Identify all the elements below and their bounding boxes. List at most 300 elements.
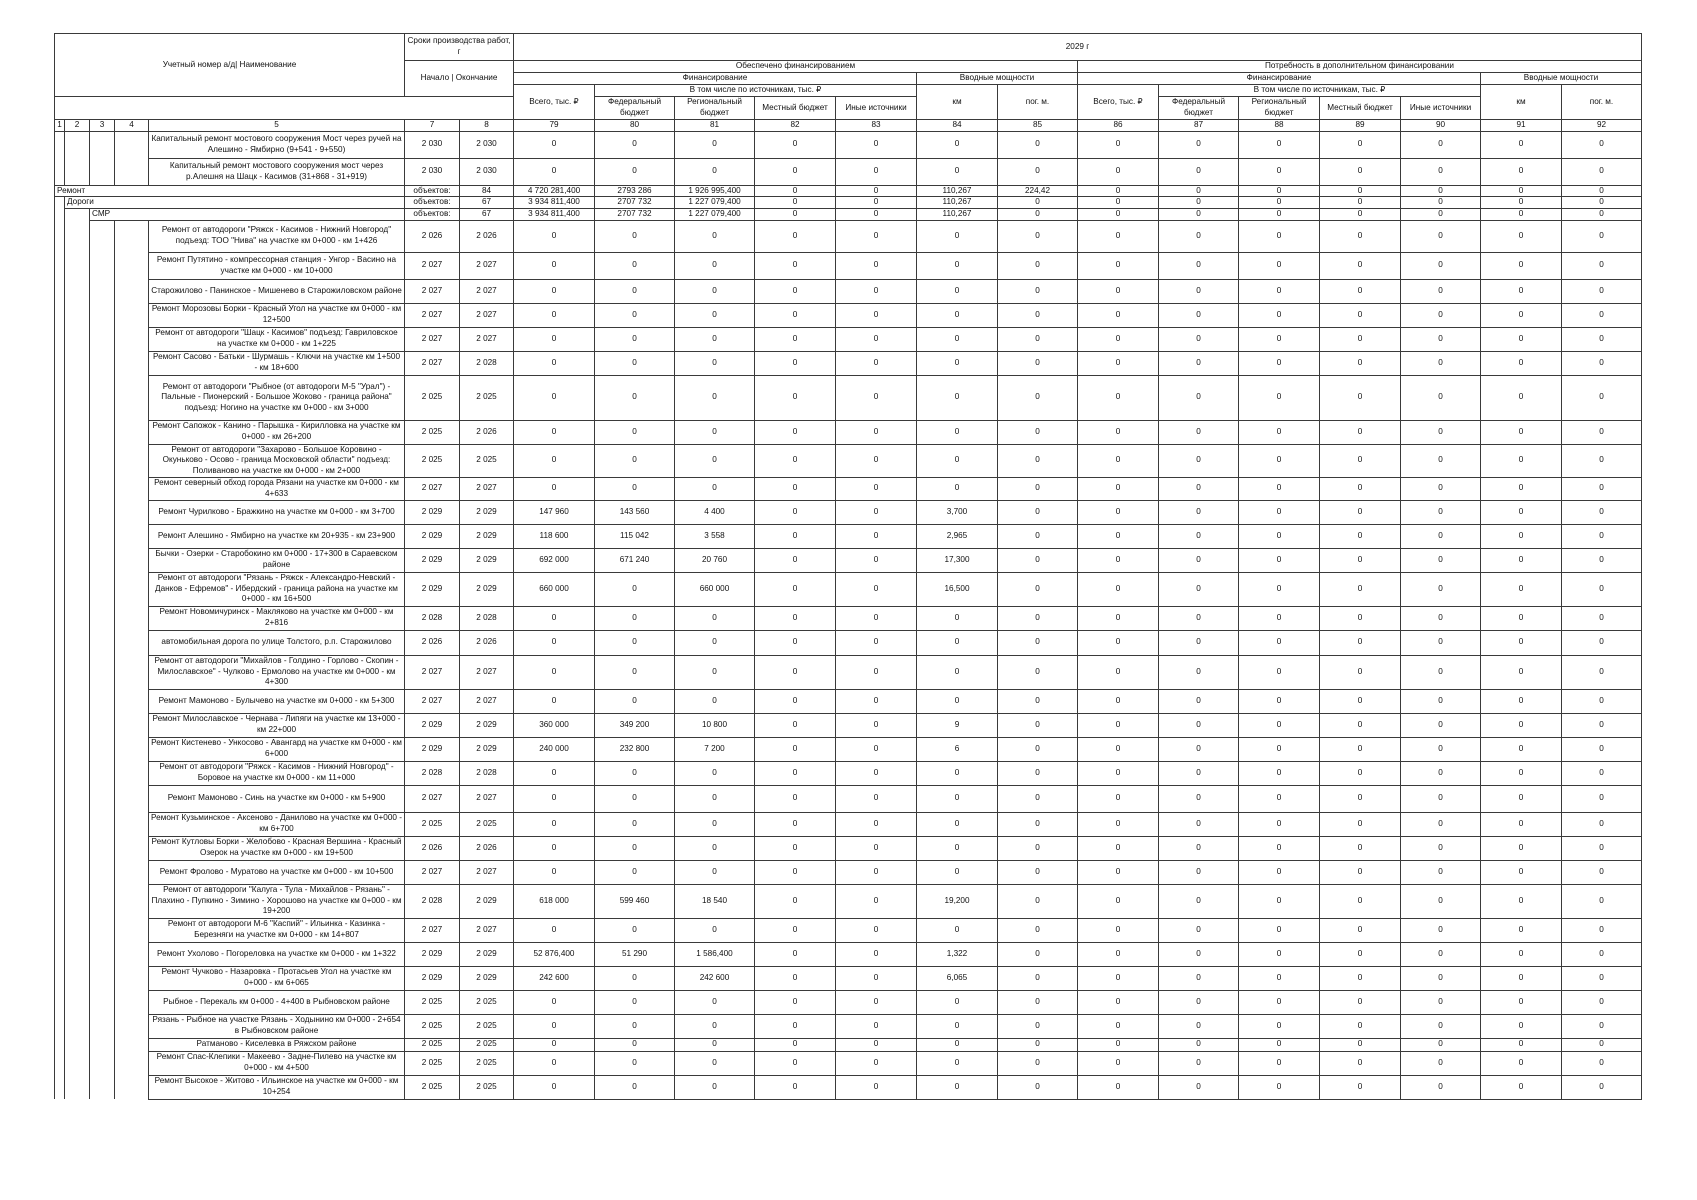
value-cell: 0 bbox=[755, 1038, 836, 1051]
value-cell: 0 bbox=[595, 351, 675, 375]
start-year: 2 029 bbox=[405, 713, 460, 737]
value-cell: 0 bbox=[514, 375, 595, 420]
value-cell: 0 bbox=[1159, 655, 1239, 689]
value-cell: 0 bbox=[1320, 1075, 1401, 1099]
value-cell: 0 bbox=[1159, 1038, 1239, 1051]
value-cell: 0 bbox=[1320, 785, 1401, 812]
value-cell: 0 bbox=[917, 375, 998, 420]
value-cell: 0 bbox=[836, 477, 917, 500]
table-row bbox=[55, 1051, 1642, 1075]
value-cell: 7 200 bbox=[675, 737, 755, 761]
value-cell: 0 bbox=[1159, 942, 1239, 966]
value-cell: 0 bbox=[1078, 500, 1159, 524]
value-cell: 0 bbox=[1562, 420, 1642, 444]
start-year: 2 025 bbox=[405, 812, 460, 836]
indent-cell bbox=[90, 918, 115, 942]
value-cell: 0 bbox=[595, 131, 675, 158]
indent-cell bbox=[65, 548, 90, 572]
table-row bbox=[55, 812, 1642, 836]
indent-cell bbox=[115, 279, 149, 303]
value-cell: 0 bbox=[1562, 252, 1642, 279]
value-cell: 0 bbox=[675, 220, 755, 252]
indent-cell bbox=[65, 884, 90, 918]
value-cell: 0 bbox=[755, 572, 836, 606]
indent-cell bbox=[55, 572, 65, 606]
value-cell: 0 bbox=[1078, 884, 1159, 918]
value-cell: 0 bbox=[595, 606, 675, 630]
value-cell: 0 bbox=[998, 1014, 1078, 1038]
value-cell: 0 bbox=[755, 966, 836, 990]
value-cell: 0 bbox=[836, 420, 917, 444]
value-cell: 0 bbox=[1078, 420, 1159, 444]
indent-cell bbox=[115, 761, 149, 785]
value-cell: 0 bbox=[1320, 884, 1401, 918]
end-year: 2 026 bbox=[460, 836, 514, 860]
indent-cell bbox=[115, 1038, 149, 1051]
object-name: Ремонт от автодороги "Рыбное (от автодороги М-5 "Урал") - Пальные - Пионерский - Большое Жоково - граница района" подъезд: Ногино на участке км 0+000 - км 3+000 bbox=[149, 375, 405, 420]
object-name: Ремонт Милославское - Чернава - Липяги на участке км 13+000 - км 22+000 bbox=[149, 713, 405, 737]
end-year: 2 026 bbox=[460, 630, 514, 655]
table-row bbox=[55, 655, 1642, 689]
value-cell: 0 bbox=[1481, 327, 1562, 351]
indent-cell bbox=[65, 1038, 90, 1051]
value-cell: 0 bbox=[1562, 1038, 1642, 1051]
value-cell: 0 bbox=[998, 1038, 1078, 1051]
value-cell: 0 bbox=[1481, 942, 1562, 966]
value-cell: 0 bbox=[917, 785, 998, 812]
end-year: 2 027 bbox=[460, 918, 514, 942]
value-cell: 0 bbox=[998, 737, 1078, 761]
indent-cell bbox=[55, 689, 65, 713]
value-cell: 0 bbox=[1159, 785, 1239, 812]
value-cell: 0 bbox=[1078, 303, 1159, 327]
end-year: 2 025 bbox=[460, 444, 514, 477]
indent-cell bbox=[90, 1075, 115, 1099]
value-cell: 0 bbox=[1239, 477, 1320, 500]
table-row bbox=[55, 375, 1642, 420]
value-cell: 0 bbox=[1078, 942, 1159, 966]
value-cell: 0 bbox=[998, 918, 1078, 942]
value-cell: 0 bbox=[998, 1075, 1078, 1099]
value-cell: 0 bbox=[1562, 500, 1642, 524]
value-cell: 0 bbox=[514, 131, 595, 158]
value-cell: 0 bbox=[836, 444, 917, 477]
value-cell: 0 bbox=[1320, 737, 1401, 761]
indent-cell bbox=[65, 131, 90, 158]
value-cell: 0 bbox=[1481, 500, 1562, 524]
table-row bbox=[55, 1075, 1642, 1099]
start-year: 2 028 bbox=[405, 884, 460, 918]
value-cell: 0 bbox=[1239, 327, 1320, 351]
value-cell: 0 bbox=[1401, 966, 1481, 990]
value-cell: 0 bbox=[1320, 158, 1401, 185]
value-cell: 1 227 079,400 bbox=[675, 208, 755, 220]
value-cell: 0 bbox=[1159, 737, 1239, 761]
value-cell: 0 bbox=[1401, 1038, 1481, 1051]
value-cell: 0 bbox=[1562, 812, 1642, 836]
value-cell: 0 bbox=[1078, 689, 1159, 713]
column-number: 87 bbox=[1159, 120, 1239, 132]
value-cell: 0 bbox=[917, 1038, 998, 1051]
object-name: Капитальный ремонт мостового сооружения Мост через ручей на Алешино - Ямбирно (9+541 - 9+550) bbox=[149, 131, 405, 158]
value-cell: 0 bbox=[1562, 918, 1642, 942]
value-cell: 0 bbox=[1320, 444, 1401, 477]
value-cell: 0 bbox=[514, 860, 595, 884]
end-year: 2 025 bbox=[460, 1075, 514, 1099]
start-year: 2 027 bbox=[405, 860, 460, 884]
value-cell: 0 bbox=[836, 630, 917, 655]
value-cell: 0 bbox=[1401, 208, 1481, 220]
value-cell: 0 bbox=[1481, 630, 1562, 655]
value-cell: 110,267 bbox=[917, 197, 998, 209]
value-cell: 0 bbox=[1320, 1014, 1401, 1038]
value-cell: 0 bbox=[1159, 444, 1239, 477]
value-cell: 0 bbox=[1320, 630, 1401, 655]
capacities-header-2: Вводные мощности bbox=[1481, 73, 1642, 85]
value-cell: 0 bbox=[1481, 220, 1562, 252]
indent-cell bbox=[65, 836, 90, 860]
value-cell: 0 bbox=[1239, 572, 1320, 606]
value-cell: 0 bbox=[514, 918, 595, 942]
value-cell: 0 bbox=[1078, 1014, 1159, 1038]
value-cell: 0 bbox=[514, 351, 595, 375]
indent-cell bbox=[115, 375, 149, 420]
table-row bbox=[55, 572, 1642, 606]
indent-cell bbox=[55, 966, 65, 990]
table-row bbox=[55, 606, 1642, 630]
value-cell: 660 000 bbox=[675, 572, 755, 606]
value-cell: 0 bbox=[1320, 351, 1401, 375]
value-cell: 0 bbox=[1159, 689, 1239, 713]
value-cell: 0 bbox=[1239, 351, 1320, 375]
indent-cell bbox=[55, 655, 65, 689]
value-cell: 0 bbox=[836, 1075, 917, 1099]
value-cell: 0 bbox=[1401, 500, 1481, 524]
value-cell: 0 bbox=[755, 1075, 836, 1099]
other-header: Иные источники bbox=[836, 97, 917, 120]
value-cell: 0 bbox=[836, 836, 917, 860]
value-cell: 0 bbox=[595, 1051, 675, 1075]
end-year: 2 025 bbox=[460, 1051, 514, 1075]
indent-cell bbox=[65, 689, 90, 713]
value-cell: 1 227 079,400 bbox=[675, 197, 755, 209]
object-name: Ратманово - Киселевка в Ряжском районе bbox=[149, 1038, 405, 1051]
table-row bbox=[55, 1014, 1642, 1038]
value-cell: 0 bbox=[1078, 1075, 1159, 1099]
column-number: 88 bbox=[1239, 120, 1320, 132]
value-cell: 0 bbox=[514, 1075, 595, 1099]
column-number: 5 bbox=[149, 120, 405, 132]
value-cell: 0 bbox=[836, 1051, 917, 1075]
value-cell: 2707 732 bbox=[595, 197, 675, 209]
indent-cell bbox=[55, 303, 65, 327]
value-cell: 0 bbox=[836, 375, 917, 420]
indent-cell bbox=[65, 966, 90, 990]
object-name: Ремонт Ухолово - Погореловка на участке км 0+000 - км 1+322 bbox=[149, 942, 405, 966]
value-cell: 0 bbox=[514, 990, 595, 1014]
value-cell: 0 bbox=[1320, 131, 1401, 158]
indent-cell bbox=[115, 1051, 149, 1075]
value-cell: 0 bbox=[998, 606, 1078, 630]
object-name: Ремонт от автодороги "Рязань - Ряжск - Александро-Невский - Данков - Ефремов" - Ибердский - граница района на участке км 0+000 - км 16+500 bbox=[149, 572, 405, 606]
indent-cell bbox=[90, 420, 115, 444]
value-cell: 3,700 bbox=[917, 500, 998, 524]
end-year: 2 028 bbox=[460, 606, 514, 630]
indent-cell bbox=[55, 884, 65, 918]
indent-cell bbox=[55, 351, 65, 375]
value-cell: 0 bbox=[998, 785, 1078, 812]
value-cell: 0 bbox=[1159, 158, 1239, 185]
value-cell: 0 bbox=[1481, 197, 1562, 209]
start-year: 2 030 bbox=[405, 131, 460, 158]
value-cell: 0 bbox=[755, 1051, 836, 1075]
value-cell: 0 bbox=[836, 1038, 917, 1051]
pogm-header: пог. м. bbox=[998, 85, 1078, 120]
federal-header: Федеральный бюджет bbox=[595, 97, 675, 120]
value-cell: 0 bbox=[1078, 158, 1159, 185]
indent-cell bbox=[90, 713, 115, 737]
value-cell: 0 bbox=[1159, 1014, 1239, 1038]
value-cell: 0 bbox=[1078, 572, 1159, 606]
value-cell: 0 bbox=[675, 1051, 755, 1075]
value-cell: 0 bbox=[1320, 761, 1401, 785]
end-year: 2 027 bbox=[460, 689, 514, 713]
value-cell: 0 bbox=[1159, 606, 1239, 630]
value-cell: 0 bbox=[1159, 860, 1239, 884]
value-cell: 0 bbox=[836, 548, 917, 572]
value-cell: 0 bbox=[998, 208, 1078, 220]
indent-cell bbox=[55, 500, 65, 524]
value-cell: 0 bbox=[1078, 812, 1159, 836]
value-cell: 0 bbox=[836, 812, 917, 836]
value-cell: 0 bbox=[755, 761, 836, 785]
value-cell: 0 bbox=[998, 252, 1078, 279]
indent-cell bbox=[90, 1038, 115, 1051]
indent-cell bbox=[55, 1051, 65, 1075]
column-number: 86 bbox=[1078, 120, 1159, 132]
pogm-header-2: пог. м. bbox=[1562, 85, 1642, 120]
value-cell: 6 bbox=[917, 737, 998, 761]
objects-label: объектов: bbox=[405, 208, 460, 220]
indent-cell bbox=[90, 606, 115, 630]
end-year: 2 027 bbox=[460, 477, 514, 500]
end-year: 2 027 bbox=[460, 655, 514, 689]
value-cell: 0 bbox=[1481, 1014, 1562, 1038]
value-cell: 0 bbox=[1401, 630, 1481, 655]
value-cell: 0 bbox=[1239, 836, 1320, 860]
value-cell: 0 bbox=[1481, 375, 1562, 420]
start-end-header: Начало | Окончание bbox=[405, 61, 514, 97]
value-cell: 3 934 811,400 bbox=[514, 197, 595, 209]
value-cell: 0 bbox=[836, 500, 917, 524]
value-cell: 0 bbox=[755, 524, 836, 548]
indent-cell bbox=[90, 572, 115, 606]
group-label: Ремонт bbox=[55, 185, 405, 197]
value-cell: 0 bbox=[836, 713, 917, 737]
value-cell: 0 bbox=[1401, 524, 1481, 548]
value-cell: 0 bbox=[675, 477, 755, 500]
value-cell: 0 bbox=[1159, 197, 1239, 209]
value-cell: 0 bbox=[1481, 606, 1562, 630]
regional-header-2: Региональный бюджет bbox=[1239, 97, 1320, 120]
value-cell: 0 bbox=[1562, 548, 1642, 572]
value-cell: 0 bbox=[514, 220, 595, 252]
indent-cell bbox=[90, 860, 115, 884]
indent-cell bbox=[90, 1014, 115, 1038]
value-cell: 0 bbox=[1320, 655, 1401, 689]
value-cell: 0 bbox=[1481, 208, 1562, 220]
indent-cell bbox=[55, 131, 65, 158]
value-cell: 0 bbox=[514, 785, 595, 812]
value-cell: 0 bbox=[998, 220, 1078, 252]
end-year: 2 029 bbox=[460, 548, 514, 572]
value-cell: 0 bbox=[836, 131, 917, 158]
value-cell: 0 bbox=[1159, 375, 1239, 420]
value-cell: 0 bbox=[1562, 689, 1642, 713]
value-cell: 0 bbox=[595, 812, 675, 836]
value-cell: 0 bbox=[1481, 252, 1562, 279]
indent-cell bbox=[90, 500, 115, 524]
value-cell: 0 bbox=[998, 860, 1078, 884]
value-cell: 0 bbox=[755, 185, 836, 197]
indent-cell bbox=[65, 220, 90, 252]
value-cell: 0 bbox=[1239, 689, 1320, 713]
indent-cell bbox=[55, 860, 65, 884]
indent-cell bbox=[115, 836, 149, 860]
value-cell: 0 bbox=[1562, 327, 1642, 351]
value-cell: 0 bbox=[836, 197, 917, 209]
value-cell: 0 bbox=[836, 942, 917, 966]
indent-cell bbox=[115, 303, 149, 327]
column-number: 89 bbox=[1320, 120, 1401, 132]
table-row bbox=[55, 942, 1642, 966]
indent-cell bbox=[65, 303, 90, 327]
value-cell: 9 bbox=[917, 713, 998, 737]
start-year: 2 029 bbox=[405, 500, 460, 524]
indent-cell bbox=[65, 158, 90, 185]
value-cell: 0 bbox=[1320, 860, 1401, 884]
value-cell: 0 bbox=[1320, 812, 1401, 836]
indent-cell bbox=[65, 1014, 90, 1038]
value-cell: 0 bbox=[1481, 860, 1562, 884]
indent-cell bbox=[115, 351, 149, 375]
value-cell: 0 bbox=[755, 197, 836, 209]
object-name: Ремонт Фролово - Муратово на участке км 0+000 - км 10+500 bbox=[149, 860, 405, 884]
indent-cell bbox=[90, 966, 115, 990]
value-cell: 0 bbox=[595, 375, 675, 420]
value-cell: 0 bbox=[595, 303, 675, 327]
indent-cell bbox=[115, 1075, 149, 1099]
value-cell: 0 bbox=[836, 572, 917, 606]
indent-cell bbox=[115, 630, 149, 655]
value-cell: 0 bbox=[595, 918, 675, 942]
table-body bbox=[55, 131, 1642, 1099]
column-number: 3 bbox=[90, 120, 115, 132]
value-cell: 0 bbox=[1159, 884, 1239, 918]
value-cell: 0 bbox=[675, 990, 755, 1014]
financing-header: Финансирование bbox=[514, 73, 917, 85]
indent-cell bbox=[55, 220, 65, 252]
value-cell: 0 bbox=[1562, 131, 1642, 158]
indent-cell bbox=[115, 252, 149, 279]
start-year: 2 025 bbox=[405, 420, 460, 444]
value-cell: 0 bbox=[1401, 327, 1481, 351]
objects-count: 67 bbox=[460, 197, 514, 209]
table-row bbox=[55, 737, 1642, 761]
value-cell: 0 bbox=[998, 500, 1078, 524]
indent-cell bbox=[90, 303, 115, 327]
value-cell: 0 bbox=[836, 185, 917, 197]
start-year: 2 029 bbox=[405, 572, 460, 606]
value-cell: 0 bbox=[1562, 1075, 1642, 1099]
value-cell: 0 bbox=[1320, 942, 1401, 966]
start-year: 2 027 bbox=[405, 327, 460, 351]
start-year: 2 030 bbox=[405, 158, 460, 185]
object-name: Рыбное - Перекаль км 0+000 - 4+400 в Рыбновском районе bbox=[149, 990, 405, 1014]
value-cell: 0 bbox=[1401, 351, 1481, 375]
indent-cell bbox=[90, 548, 115, 572]
object-name: Ремонт Кистенево - Ункосово - Авангард на участке км 0+000 - км 6+000 bbox=[149, 737, 405, 761]
value-cell: 0 bbox=[755, 606, 836, 630]
value-cell: 0 bbox=[1239, 444, 1320, 477]
table-row bbox=[55, 444, 1642, 477]
value-cell: 0 bbox=[1078, 351, 1159, 375]
value-cell: 0 bbox=[1401, 737, 1481, 761]
value-cell: 0 bbox=[836, 655, 917, 689]
start-year: 2 028 bbox=[405, 761, 460, 785]
start-year: 2 029 bbox=[405, 942, 460, 966]
value-cell: 0 bbox=[1481, 1038, 1562, 1051]
value-cell: 0 bbox=[1239, 606, 1320, 630]
indent-cell bbox=[115, 713, 149, 737]
indent-cell bbox=[65, 327, 90, 351]
value-cell: 0 bbox=[1239, 279, 1320, 303]
indent-cell bbox=[55, 524, 65, 548]
value-cell: 0 bbox=[998, 375, 1078, 420]
value-cell: 0 bbox=[1239, 208, 1320, 220]
value-cell: 0 bbox=[1401, 220, 1481, 252]
value-cell: 0 bbox=[917, 655, 998, 689]
value-cell: 0 bbox=[1159, 131, 1239, 158]
indent-cell bbox=[115, 477, 149, 500]
value-cell: 0 bbox=[595, 1014, 675, 1038]
value-cell: 0 bbox=[917, 836, 998, 860]
value-cell: 0 bbox=[1562, 524, 1642, 548]
value-cell: 0 bbox=[755, 420, 836, 444]
value-cell: 0 bbox=[755, 836, 836, 860]
value-cell: 0 bbox=[1239, 158, 1320, 185]
value-cell: 0 bbox=[1562, 477, 1642, 500]
indent-cell bbox=[65, 351, 90, 375]
value-cell: 0 bbox=[1320, 477, 1401, 500]
value-cell: 143 560 bbox=[595, 500, 675, 524]
start-year: 2 025 bbox=[405, 1051, 460, 1075]
indent-cell bbox=[55, 918, 65, 942]
value-cell: 0 bbox=[755, 860, 836, 884]
value-cell: 0 bbox=[917, 918, 998, 942]
indent-cell bbox=[115, 327, 149, 351]
column-number: 7 bbox=[405, 120, 460, 132]
value-cell: 0 bbox=[514, 327, 595, 351]
start-year: 2 027 bbox=[405, 655, 460, 689]
value-cell: 0 bbox=[1078, 966, 1159, 990]
indent-cell bbox=[65, 761, 90, 785]
value-cell: 0 bbox=[1562, 158, 1642, 185]
value-cell: 0 bbox=[675, 1075, 755, 1099]
value-cell: 0 bbox=[1481, 524, 1562, 548]
indent-cell bbox=[115, 918, 149, 942]
start-year: 2 026 bbox=[405, 220, 460, 252]
